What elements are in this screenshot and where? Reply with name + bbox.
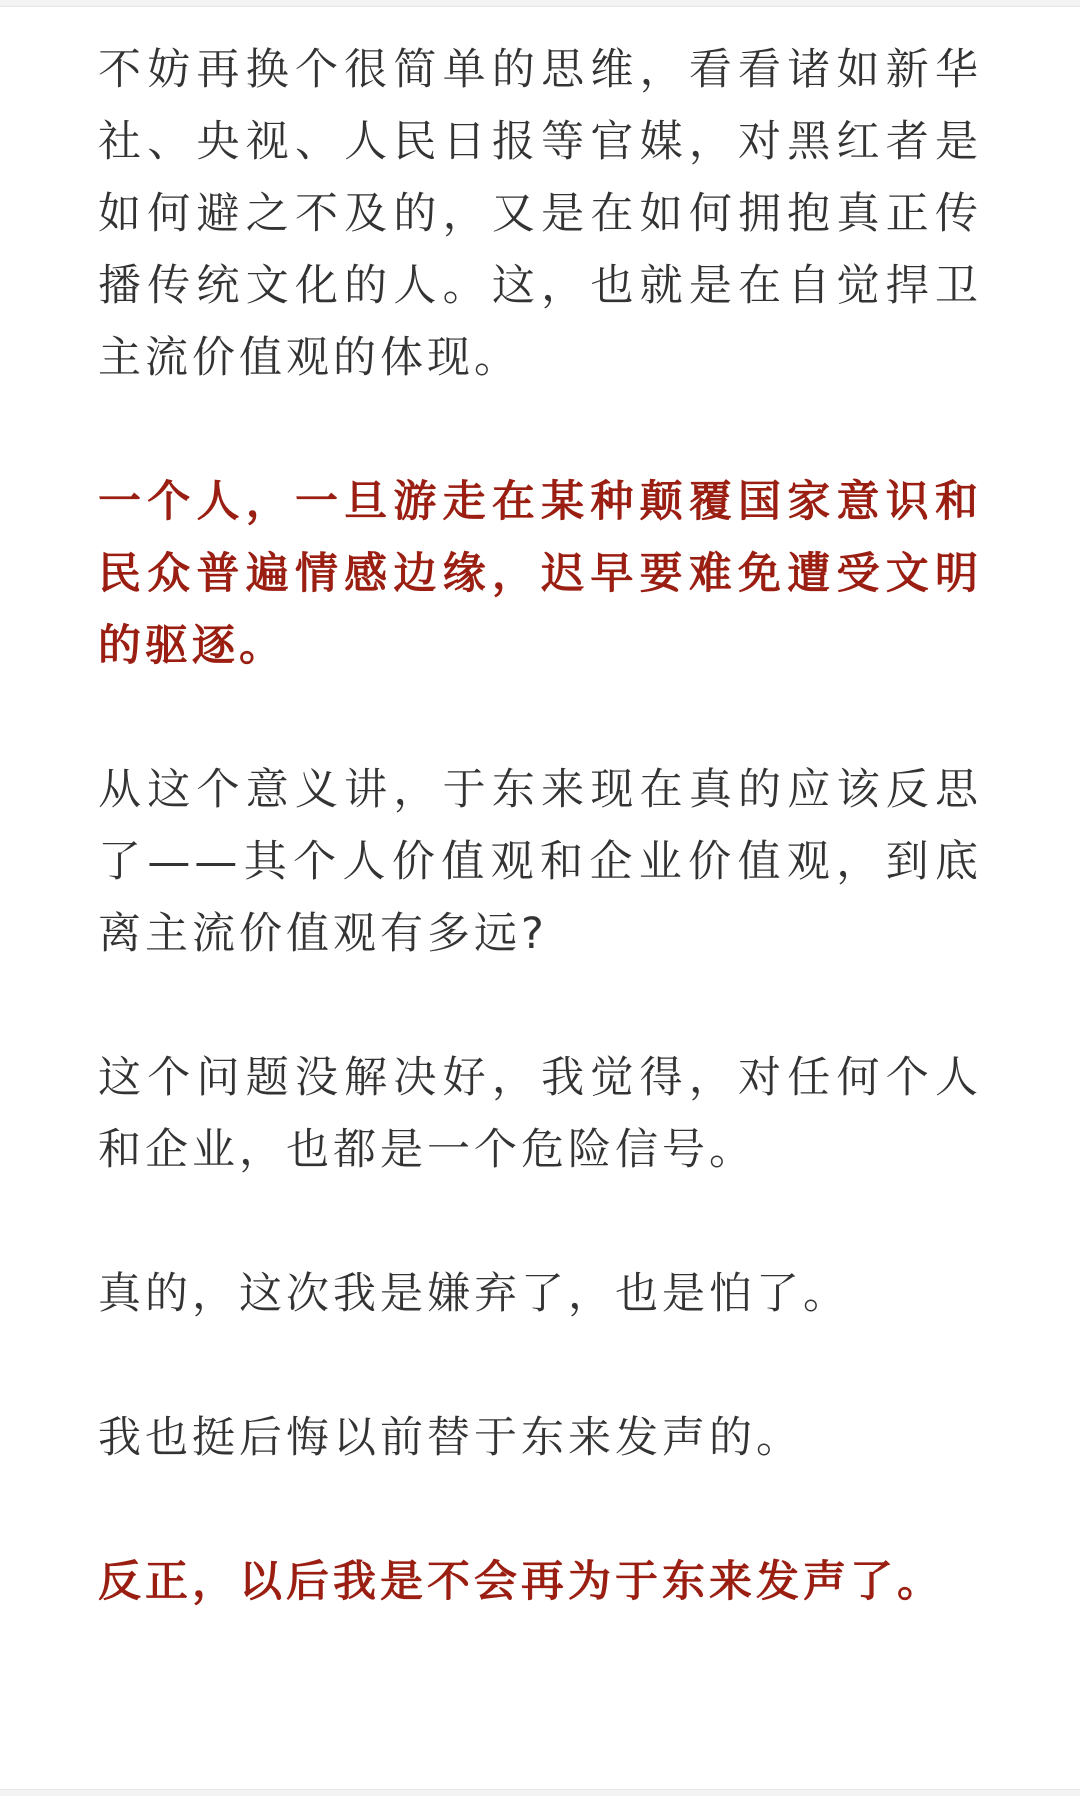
paragraph-gap xyxy=(98,970,982,1042)
paragraph-gap xyxy=(98,1186,982,1258)
article-paragraph: 我也挺后悔以前替于东来发声的。 xyxy=(98,1413,803,1463)
emphasized-paragraph: 反正，以后我是不会再为于东来发声了。 xyxy=(98,1557,944,1607)
emphasized-paragraph: 一个人，一旦游走在某种颠覆国家意识和民众普遍情感边缘，迟早要难免遭受文明的驱逐。 xyxy=(98,477,982,671)
paragraph-gap xyxy=(98,1474,982,1546)
paragraph-gap xyxy=(98,682,982,754)
article-paragraph: 这个问题没解决好，我觉得，对任何个人和企业，也都是一个危险信号。 xyxy=(98,1053,982,1175)
article-paragraph: 真的，这次我是嫌弃了，也是怕了。 xyxy=(98,1269,850,1319)
article-body xyxy=(98,34,982,1618)
top-divider xyxy=(0,0,1080,7)
article-paragraph: 不妨再换个很简单的思维，看看诸如新华社、央视、人民日报等官媒，对黑红者是如何避之不及的，又是在如何拥抱真正传播传统文化的人。这，也就是在自觉捍卫主流价值观的体现。 xyxy=(98,45,982,383)
paragraph-gap xyxy=(98,1330,982,1402)
bottom-divider xyxy=(0,1789,1080,1796)
article-paragraph: 从这个意义讲，于东来现在真的应该反思了——其个人价值观和企业价值观，到底离主流价值观有多远? xyxy=(98,765,982,959)
paragraph-gap xyxy=(98,394,982,466)
